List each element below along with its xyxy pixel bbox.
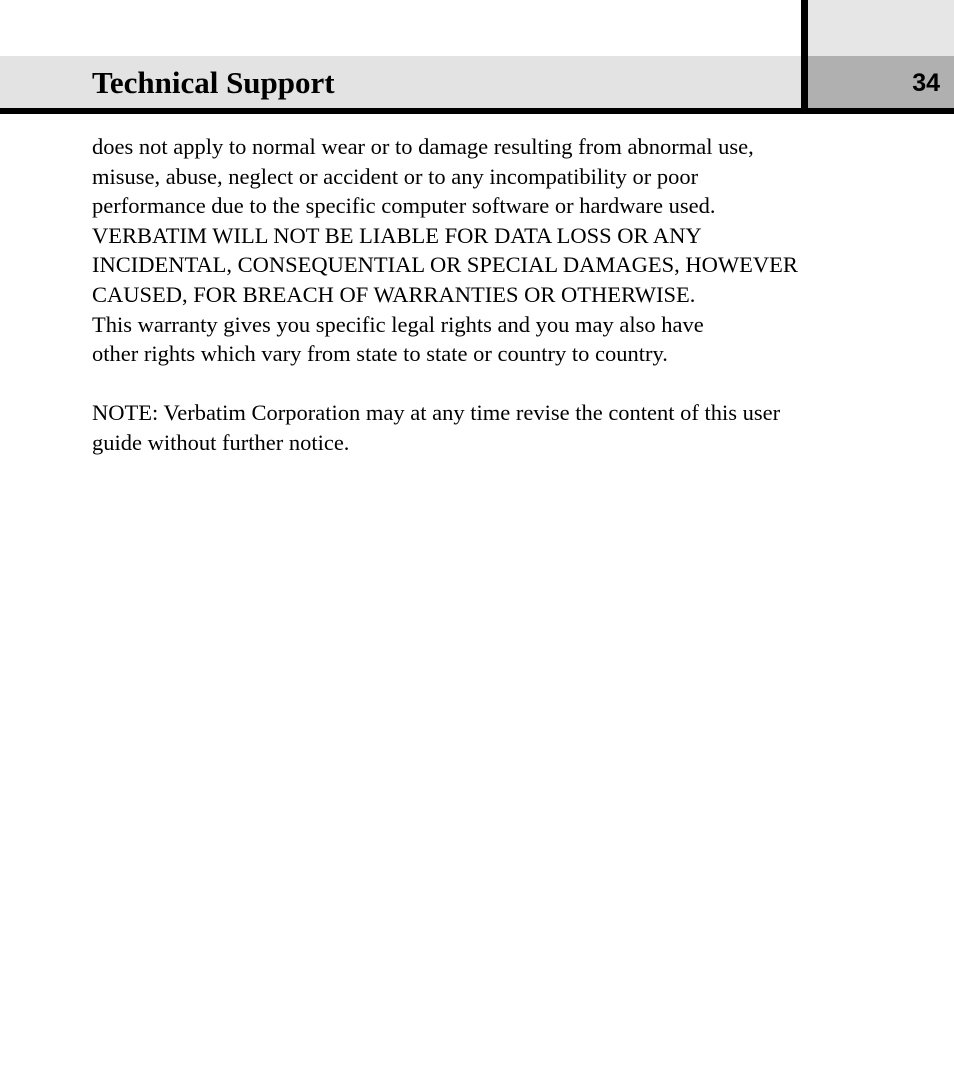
header-rule	[0, 108, 954, 114]
warranty-line: misuse, abuse, neglect or accident or to any incompatibility or poor	[92, 163, 699, 189]
warranty-line: VERBATIM WILL NOT BE LIABLE FOR DATA LOSS OR ANY	[92, 222, 702, 248]
body-text	[92, 132, 872, 458]
warranty-line: other rights which vary from state to state or country to country.	[92, 341, 668, 367]
warranty-line: does not apply to normal wear or to damage resulting from abnormal use,	[92, 134, 754, 159]
warranty-line: performance due to the specific computer software or hardware used.	[92, 193, 716, 219]
note-line: NOTE: Verbatim Corporation may at any time revise the content of this user	[92, 400, 781, 426]
page-number: 34	[912, 69, 940, 97]
warranty-line: This warranty gives you specific legal rights and you may also have	[92, 311, 704, 337]
page-tab-top	[808, 0, 954, 56]
section-title: Technical Support	[92, 65, 335, 100]
note-line: guide without further notice.	[92, 429, 350, 455]
warranty-line: CAUSED, FOR BREACH OF WARRANTIES OR OTHERWISE.	[92, 281, 696, 307]
header-divider	[801, 0, 808, 110]
paragraph-gap	[92, 369, 872, 399]
warranty-line: INCIDENTAL, CONSEQUENTIAL OR SPECIAL DAMAGES, HOWEVER	[92, 252, 798, 278]
